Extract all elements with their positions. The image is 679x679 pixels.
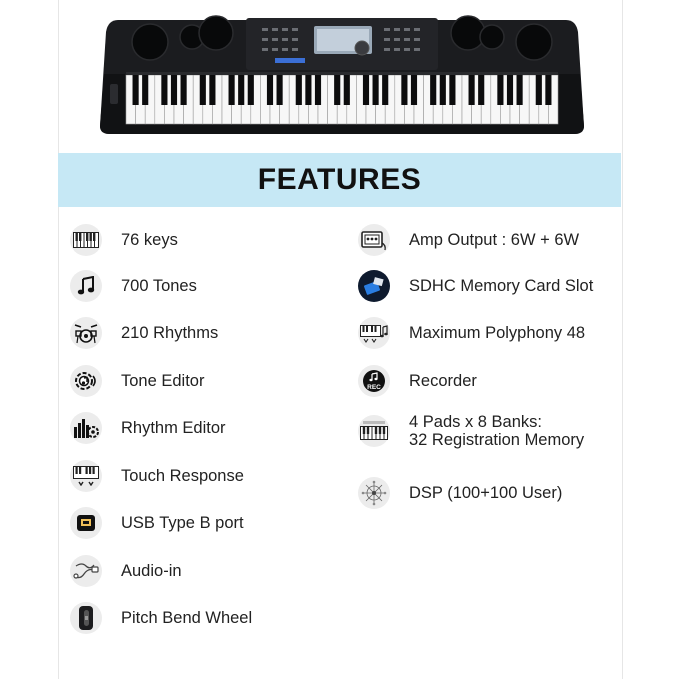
black-key (171, 75, 177, 105)
black-key (545, 75, 551, 105)
feature-label: SDHC Memory Card Slot (409, 277, 594, 295)
feature-item (358, 413, 584, 449)
feature-label: DSP (100+100 User) (409, 484, 563, 502)
black-key (209, 75, 215, 105)
black-key (449, 75, 455, 105)
black-key (238, 75, 244, 105)
feature-item (358, 477, 562, 509)
feature-label: 210 Rhythms (121, 324, 219, 342)
black-key (411, 75, 417, 105)
black-key (200, 75, 206, 105)
features-banner (58, 153, 621, 207)
music-note-icon (70, 270, 102, 302)
feature-label: 4 Pads x 8 Banks: 32 Registration Memory (409, 413, 585, 449)
feature-label: Touch Response (121, 467, 244, 485)
keyboard-product-image (100, 14, 584, 136)
feature-item (70, 602, 252, 634)
black-key (305, 75, 311, 105)
usb-port-icon (70, 507, 102, 539)
black-key (267, 75, 273, 105)
keyboard-icon (70, 224, 102, 256)
registration-icon (358, 415, 390, 447)
black-key (401, 75, 407, 105)
black-key (363, 75, 369, 105)
feature-label: Rhythm Editor (121, 419, 226, 437)
black-key (344, 75, 350, 105)
black-key (382, 75, 388, 105)
feature-label: Tone Editor (121, 372, 205, 390)
black-key (133, 75, 139, 105)
black-key (497, 75, 503, 105)
feature-item (70, 365, 204, 397)
dsp-icon (358, 477, 390, 509)
feature-item (70, 224, 178, 256)
drum-kit-icon (70, 317, 102, 349)
feature-label: Recorder (409, 372, 477, 390)
feature-item (358, 317, 585, 349)
feature-item (70, 555, 182, 587)
feature-item (70, 270, 197, 302)
rec-badge-text: REC (367, 384, 381, 391)
black-key (536, 75, 542, 105)
black-key (440, 75, 446, 105)
black-key (161, 75, 167, 105)
feature-label: Pitch Bend Wheel (121, 609, 253, 627)
black-key (478, 75, 484, 105)
feature-item (70, 412, 226, 444)
features-title: FEATURES (257, 163, 422, 196)
recorder-icon (358, 365, 390, 397)
pitch-bend-wheel-icon (70, 602, 102, 634)
feature-label: Amp Output : 6W + 6W (409, 231, 580, 249)
feature-label: 700 Tones (121, 277, 197, 295)
black-key (469, 75, 475, 105)
amplifier-icon (358, 224, 390, 256)
feature-item (358, 365, 477, 397)
polyphony-icon (358, 317, 390, 349)
black-key (181, 75, 187, 105)
black-key (507, 75, 513, 105)
black-key (142, 75, 148, 105)
audio-cable-icon (70, 555, 102, 587)
feature-label: Maximum Polyphony 48 (409, 324, 586, 342)
black-key (315, 75, 321, 105)
sd-card-icon (358, 270, 390, 302)
black-key (277, 75, 283, 105)
black-key (430, 75, 436, 105)
black-key (229, 75, 235, 105)
feature-label: USB Type B port (121, 514, 244, 532)
feature-item (358, 270, 593, 302)
feature-item (70, 317, 218, 349)
touch-response-icon (70, 460, 102, 492)
feature-item (70, 460, 244, 492)
black-key (373, 75, 379, 105)
feature-label: Audio-in (121, 562, 182, 580)
feature-item (358, 224, 579, 256)
feature-item (70, 507, 244, 539)
black-key (248, 75, 254, 105)
black-key (296, 75, 302, 105)
rhythm-editor-icon (70, 412, 102, 444)
black-key (517, 75, 523, 105)
black-key (334, 75, 340, 105)
tone-editor-icon (70, 365, 102, 397)
feature-label: 76 keys (121, 231, 178, 249)
